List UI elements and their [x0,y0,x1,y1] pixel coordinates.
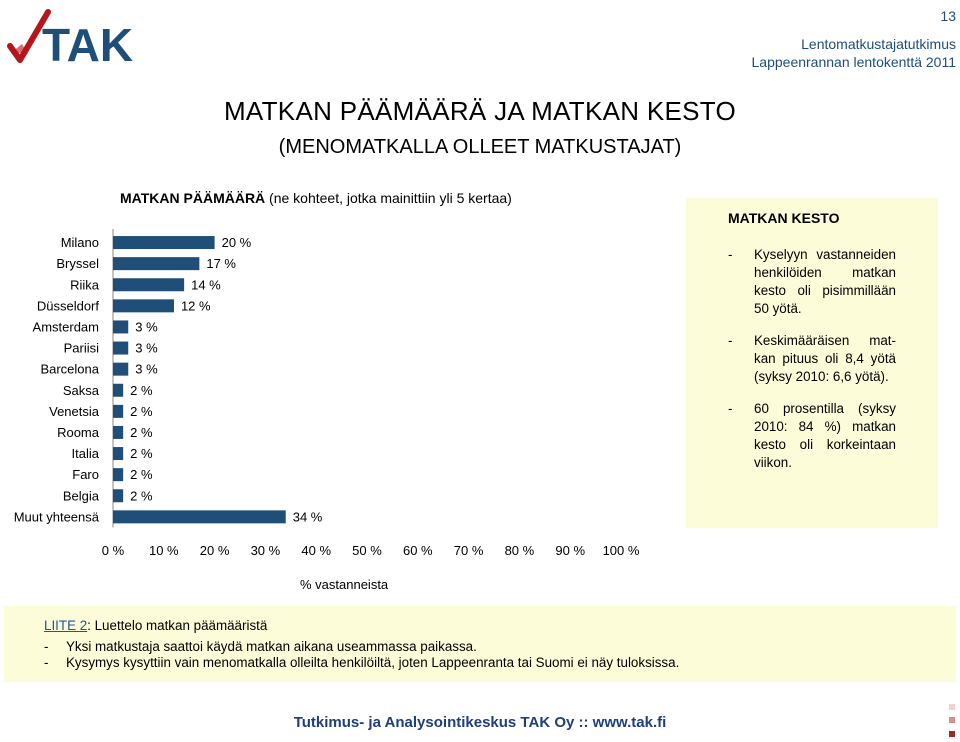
data-label: 12 % [180,298,211,314]
liite-link[interactable]: LIITE 2 [44,618,88,633]
info-box [686,198,938,528]
bar [113,257,199,270]
category-label: Rooma [57,424,99,440]
bar [113,299,174,312]
tak-logo [4,4,154,66]
data-label: 3 % [135,340,158,356]
x-tick-label: 70 % [453,543,484,558]
data-label: 2 % [130,446,153,462]
footer-text: Tutkimus- ja Analysointikeskus TAK Oy :: www.tak.fi [293,714,667,731]
bar [113,447,123,460]
page-title: MATKAN PÄÄMÄÄRÄ JA MATKAN KESTO [223,96,737,126]
category-label: Venetsia [49,403,99,419]
data-label: 2 % [130,488,153,504]
category-label: Riika [70,277,99,293]
notes-text-2: Yksi matkustaja saattoi käydä matkan aikana useammassa paikassa. [66,639,477,654]
bar [113,363,128,376]
category-label: Barcelona [40,361,99,377]
category-label: Saksa [62,382,99,398]
info-item: - Keskimääräisen mat-kan pituus oli 8,4 yötä (syksy 2010: 6,6 yötä). [726,332,896,386]
bar [113,489,123,502]
data-label: 2 % [130,424,153,440]
notes-line-2: - Yksi matkustaja saattoi käydä matkan aikana useammassa paikassa. [44,639,477,654]
category-label: Belgia [62,488,99,504]
chart-title-bold: MATKAN PÄÄMÄÄRÄ [120,190,266,206]
bar [113,278,184,291]
data-label: 2 % [130,382,153,398]
category-label: Italia [71,446,99,462]
bar [113,320,128,333]
data-label: 20 % [221,235,252,251]
notes-line-1 [44,618,267,633]
x-tick-label: 30 % [250,543,281,558]
category-label: Düsseldorf [36,298,99,314]
liite-rest: : Luettelo matkan päämääristä [87,618,268,633]
bar [113,342,128,355]
category-label: Bryssel [56,256,99,272]
header-line-2: Lappeenrannan lentokenttä 2011 [751,54,956,70]
info-item: - Kyselyyn vastanneiden henkilöiden matkan kesto oli pisimmillään 50 yötä. [726,246,896,318]
bar [113,426,123,439]
category-label: Muut yhteensä [13,509,99,525]
data-label: 3 % [135,361,158,377]
bar [113,468,123,481]
chart-title [120,190,512,206]
logo-text: TAK [42,19,134,66]
notes-box [4,606,956,682]
x-tick-label: 0 % [101,543,125,558]
data-label: 2 % [130,403,153,419]
bar [113,405,123,418]
data-label: 3 % [135,319,158,335]
bar [113,384,123,397]
x-axis-label: % vastanneista [300,577,389,592]
category-label: Milano [60,235,99,251]
data-label: 2 % [130,467,153,483]
info-item: - 60 prosentilla (syksy 2010: 84 %) matkan kesto oli korkeintaan viikon. [726,400,896,472]
bar-chart [0,225,680,565]
notes-line-3: - Kysymys kysyttiin vain menomatkalla olleilta henkilöiltä, joten Lappeenranta tai Suomi ei näy tuloksissa. [44,655,680,670]
data-label: 14 % [191,277,221,293]
page-number: 13 [940,8,956,24]
page-subtitle: (MENOMATKALLA OLLEET MATKUSTAJAT) [278,136,682,158]
chart-title-rest: (ne kohteet, jotka mainittiin yli 5 kertaa) [265,190,512,206]
header-line-1: Lentomatkustajatutkimus [801,36,956,52]
x-tick-label: 100 % [602,543,640,558]
data-label: 17 % [206,256,237,272]
x-tick-label: 20 % [199,543,230,558]
info-list [726,246,896,486]
category-label: Faro [72,467,99,483]
category-label: Pariisi [63,340,99,356]
x-tick-label: 60 % [402,543,433,558]
bar [113,510,286,523]
category-label: Amsterdam [32,319,99,335]
x-tick-label: 40 % [301,543,332,558]
notes-text-3: Kysymys kysyttiin vain menomatkalla olleilta henkilöiltä, joten Lappeenranta tai Suomi ei näy tuloksissa. [66,655,680,670]
x-tick-label: 90 % [555,543,586,558]
info-title: MATKAN KESTO [728,210,840,226]
x-tick-label: 50 % [352,543,382,558]
x-tick-label: 10 % [148,543,179,558]
bar [113,236,215,249]
data-label: 34 % [292,509,323,525]
x-tick-label: 80 % [504,543,535,558]
